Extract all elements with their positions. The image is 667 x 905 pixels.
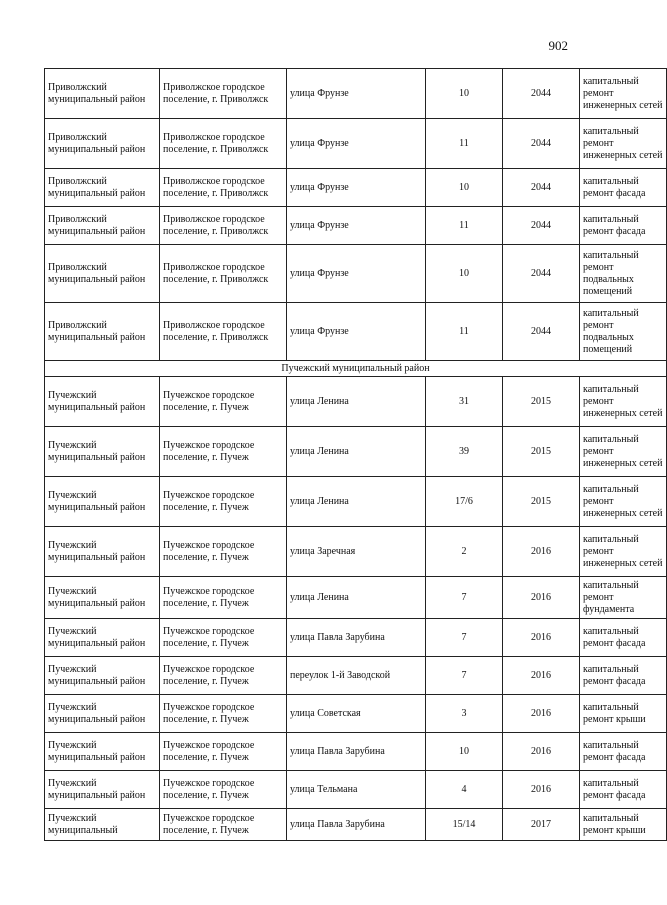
table-row bbox=[45, 207, 667, 245]
year-cell: 2044 bbox=[503, 207, 580, 245]
work-type-cell: капитальный ремонт фасада bbox=[580, 657, 667, 695]
house-number-cell: 10 bbox=[426, 69, 503, 119]
year-cell: 2044 bbox=[503, 69, 580, 119]
year-cell: 2044 bbox=[503, 119, 580, 169]
house-number-cell: 15/14 bbox=[426, 809, 503, 841]
street-cell: улица Фрунзе bbox=[287, 119, 426, 169]
settlement-cell: Пучежское городское поселение, г. Пучеж bbox=[160, 657, 287, 695]
district-cell: Пучежский муниципальный район bbox=[45, 657, 160, 695]
street-cell: улица Ленина bbox=[287, 377, 426, 427]
work-type-cell: капитальный ремонт инженерных сетей bbox=[580, 527, 667, 577]
table-row bbox=[45, 69, 667, 119]
work-type-cell: капитальный ремонт инженерных сетей bbox=[580, 477, 667, 527]
street-cell: переулок 1-й Заводской bbox=[287, 657, 426, 695]
year-cell: 2015 bbox=[503, 427, 580, 477]
district-cell: Пучежский муниципальный район bbox=[45, 619, 160, 657]
district-cell: Пучежский муниципальный район bbox=[45, 771, 160, 809]
table-row bbox=[45, 695, 667, 733]
house-number-cell: 10 bbox=[426, 245, 503, 303]
settlement-cell: Приволжское городское поселение, г. Приволжск bbox=[160, 169, 287, 207]
settlement-cell: Пучежское городское поселение, г. Пучеж bbox=[160, 527, 287, 577]
table-row bbox=[45, 809, 667, 841]
year-cell: 2016 bbox=[503, 619, 580, 657]
work-type-cell: капитальный ремонт крыши bbox=[580, 695, 667, 733]
work-type-cell: капитальный ремонт фундамента bbox=[580, 577, 667, 619]
house-number-cell: 2 bbox=[426, 527, 503, 577]
table-body bbox=[45, 69, 667, 841]
work-type-cell: капитальный ремонт фасада bbox=[580, 169, 667, 207]
district-cell: Приволжский муниципальный район bbox=[45, 303, 160, 361]
street-cell: улица Тельмана bbox=[287, 771, 426, 809]
table-row bbox=[45, 527, 667, 577]
street-cell: улица Ленина bbox=[287, 427, 426, 477]
year-cell: 2016 bbox=[503, 657, 580, 695]
district-cell: Пучежский муниципальный район bbox=[45, 527, 160, 577]
table-row bbox=[45, 377, 667, 427]
page-number: 902 bbox=[548, 38, 568, 53]
settlement-cell: Приволжское городское поселение, г. Приволжск bbox=[160, 69, 287, 119]
section-header-row bbox=[45, 361, 667, 377]
house-number-cell: 7 bbox=[426, 657, 503, 695]
district-cell: Приволжский муниципальный район bbox=[45, 245, 160, 303]
house-number-cell: 10 bbox=[426, 733, 503, 771]
table-row bbox=[45, 245, 667, 303]
table-row bbox=[45, 771, 667, 809]
house-number-cell: 11 bbox=[426, 303, 503, 361]
settlement-cell: Пучежское городское поселение, г. Пучеж bbox=[160, 427, 287, 477]
work-type-cell: капитальный ремонт инженерных сетей bbox=[580, 427, 667, 477]
table-row bbox=[45, 657, 667, 695]
district-cell: Пучежский муниципальный район bbox=[45, 695, 160, 733]
street-cell: улица Ленина bbox=[287, 577, 426, 619]
district-cell: Приволжский муниципальный район bbox=[45, 207, 160, 245]
house-number-cell: 31 bbox=[426, 377, 503, 427]
year-cell: 2016 bbox=[503, 771, 580, 809]
work-type-cell: капитальный ремонт крыши bbox=[580, 809, 667, 841]
settlement-cell: Приволжское городское поселение, г. Приволжск bbox=[160, 303, 287, 361]
work-type-cell: капитальный ремонт фасада bbox=[580, 207, 667, 245]
district-cell: Пучежский муниципальный район bbox=[45, 733, 160, 771]
house-number-cell: 4 bbox=[426, 771, 503, 809]
house-number-cell: 17/6 bbox=[426, 477, 503, 527]
year-cell: 2016 bbox=[503, 733, 580, 771]
street-cell: улица Советская bbox=[287, 695, 426, 733]
work-type-cell: капитальный ремонт фасада bbox=[580, 619, 667, 657]
street-cell: улица Фрунзе bbox=[287, 69, 426, 119]
district-cell: Приволжский муниципальный район bbox=[45, 119, 160, 169]
settlement-cell: Пучежское городское поселение, г. Пучеж bbox=[160, 695, 287, 733]
settlement-cell: Пучежское городское поселение, г. Пучеж bbox=[160, 577, 287, 619]
street-cell: улица Фрунзе bbox=[287, 245, 426, 303]
year-cell: 2016 bbox=[503, 695, 580, 733]
settlement-cell: Приволжское городское поселение, г. Приволжск bbox=[160, 119, 287, 169]
settlement-cell: Пучежское городское поселение, г. Пучеж bbox=[160, 619, 287, 657]
settlement-cell: Пучежское городское поселение, г. Пучеж bbox=[160, 377, 287, 427]
table-row bbox=[45, 119, 667, 169]
work-type-cell: капитальный ремонт подвальных помещений bbox=[580, 245, 667, 303]
district-cell: Приволжский муниципальный район bbox=[45, 169, 160, 207]
year-cell: 2015 bbox=[503, 477, 580, 527]
year-cell: 2016 bbox=[503, 527, 580, 577]
district-cell: Пучежский муниципальный район bbox=[45, 427, 160, 477]
work-type-cell: капитальный ремонт подвальных помещений bbox=[580, 303, 667, 361]
house-number-cell: 11 bbox=[426, 207, 503, 245]
table-row bbox=[45, 427, 667, 477]
settlement-cell: Пучежское городское поселение, г. Пучеж bbox=[160, 771, 287, 809]
settlement-cell: Приволжское городское поселение, г. Приволжск bbox=[160, 207, 287, 245]
street-cell: улица Павла Зарубина bbox=[287, 809, 426, 841]
table-row bbox=[45, 477, 667, 527]
district-cell: Пучежский муниципальный район bbox=[45, 377, 160, 427]
year-cell: 2015 bbox=[503, 377, 580, 427]
table-row bbox=[45, 577, 667, 619]
district-cell: Пучежский муниципальный район bbox=[45, 477, 160, 527]
street-cell: улица Павла Зарубина bbox=[287, 619, 426, 657]
street-cell: улица Фрунзе bbox=[287, 207, 426, 245]
year-cell: 2017 bbox=[503, 809, 580, 841]
table-row bbox=[45, 169, 667, 207]
work-type-cell: капитальный ремонт инженерных сетей bbox=[580, 119, 667, 169]
street-cell: улица Ленина bbox=[287, 477, 426, 527]
repair-schedule-table bbox=[44, 68, 667, 841]
house-number-cell: 3 bbox=[426, 695, 503, 733]
district-cell: Приволжский муниципальный район bbox=[45, 69, 160, 119]
street-cell: улица Заречная bbox=[287, 527, 426, 577]
district-cell: Пучежский муниципальный bbox=[45, 809, 160, 841]
street-cell: улица Фрунзе bbox=[287, 169, 426, 207]
house-number-cell: 11 bbox=[426, 119, 503, 169]
section-title: Пучежский муниципальный район bbox=[45, 361, 667, 377]
settlement-cell: Пучежское городское поселение, г. Пучеж bbox=[160, 477, 287, 527]
table-row bbox=[45, 733, 667, 771]
settlement-cell: Пучежское городское поселение, г. Пучеж bbox=[160, 809, 287, 841]
settlement-cell: Приволжское городское поселение, г. Приволжск bbox=[160, 245, 287, 303]
table-row bbox=[45, 619, 667, 657]
house-number-cell: 39 bbox=[426, 427, 503, 477]
year-cell: 2016 bbox=[503, 577, 580, 619]
year-cell: 2044 bbox=[503, 245, 580, 303]
work-type-cell: капитальный ремонт фасада bbox=[580, 733, 667, 771]
year-cell: 2044 bbox=[503, 303, 580, 361]
house-number-cell: 7 bbox=[426, 619, 503, 657]
district-cell: Пучежский муниципальный район bbox=[45, 577, 160, 619]
work-type-cell: капитальный ремонт инженерных сетей bbox=[580, 377, 667, 427]
year-cell: 2044 bbox=[503, 169, 580, 207]
house-number-cell: 10 bbox=[426, 169, 503, 207]
settlement-cell: Пучежское городское поселение, г. Пучеж bbox=[160, 733, 287, 771]
table-row bbox=[45, 303, 667, 361]
work-type-cell: капитальный ремонт фасада bbox=[580, 771, 667, 809]
street-cell: улица Фрунзе bbox=[287, 303, 426, 361]
house-number-cell: 7 bbox=[426, 577, 503, 619]
work-type-cell: капитальный ремонт инженерных сетей bbox=[580, 69, 667, 119]
street-cell: улица Павла Зарубина bbox=[287, 733, 426, 771]
